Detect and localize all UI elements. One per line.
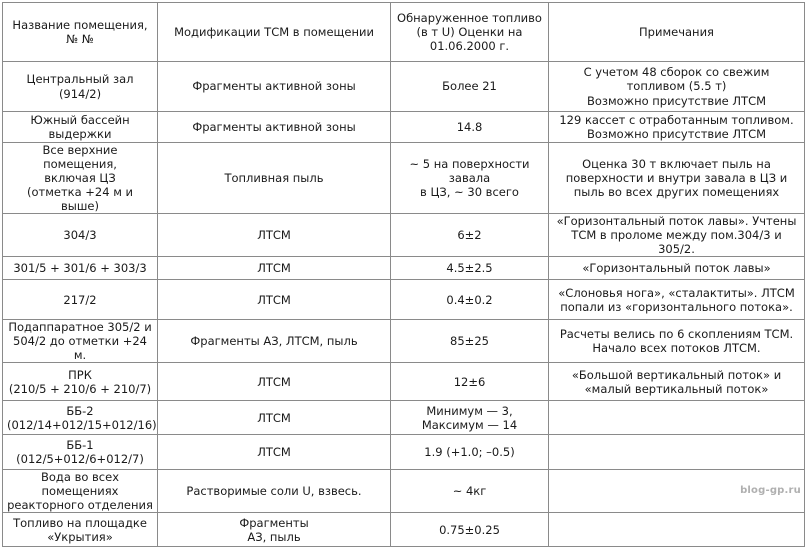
- fuel-cell: [391, 112, 549, 143]
- cell-text-line: ЛТСМ: [257, 445, 291, 460]
- fuel-cell: [391, 470, 549, 513]
- cell-text-line: «Горизонтальный поток лавы». Учтены ТСМ в проломе между пом.304/3 и 305/2.: [556, 214, 797, 257]
- table-row: [3, 435, 805, 470]
- modification-cell: [158, 280, 391, 320]
- room-cell: [3, 257, 158, 280]
- modification-cell: [158, 62, 391, 112]
- modification-cell: [158, 143, 391, 214]
- cell-text-line: Топливная пыль: [224, 171, 324, 186]
- room-cell: [3, 143, 158, 214]
- fuel-cell: [391, 257, 549, 280]
- fuel-cell: [391, 401, 549, 435]
- fuel-cell: [391, 214, 549, 257]
- modification-cell: [158, 435, 391, 470]
- cell-text-line: Подаппаратное 305/2 и: [8, 320, 152, 335]
- header-modification: Модификации ТСМ в помещении: [158, 3, 391, 62]
- header-fuel: Обнаруженное топливо (в т U) Оценки на 01.06.2000 г.: [391, 3, 549, 62]
- modification-cell: [158, 401, 391, 435]
- cell-text-line: Фрагменты АЗ, ЛТСМ, пыль: [190, 334, 358, 349]
- cell-text-line: 0.4±0.2: [446, 292, 493, 307]
- notes-cell: [549, 401, 805, 435]
- table-row: [3, 143, 805, 214]
- cell-text-line: ЛТСМ: [257, 292, 291, 307]
- cell-text-line: ББ-2: [66, 403, 94, 418]
- cell-text-line: С учетом 48 сборок со свежим топливом (5.5 т): [583, 65, 770, 94]
- cell-text-line: ~ 5 на поверхности завала: [409, 157, 530, 186]
- cell-text-line: ЛТСМ: [257, 374, 291, 389]
- cell-text-line: ~ 4кг: [452, 484, 487, 499]
- cell-text-line: Южный бассейн выдержки: [30, 112, 130, 141]
- room-cell: [3, 62, 158, 112]
- fuel-table: [2, 2, 805, 547]
- watermark: blog-gp.ru: [740, 485, 801, 496]
- notes-cell: [549, 214, 805, 257]
- header-room: Название помещения, № №: [3, 3, 158, 62]
- cell-text-line: Фрагменты активной зоны: [192, 79, 356, 94]
- room-cell: [3, 214, 158, 257]
- cell-text-line: в ЦЗ, ~ 30 всего: [420, 185, 519, 200]
- notes-cell: [549, 62, 805, 112]
- cell-text-line: Центральный зал (914/2): [26, 72, 134, 101]
- cell-text-line: Возможно присутствие ЛТСМ: [586, 127, 767, 141]
- cell-text-line: «Горизонтальный поток лавы»: [582, 261, 771, 276]
- modification-cell: [158, 112, 391, 143]
- cell-text-line: Фрагменты: [239, 515, 309, 530]
- fuel-cell: [391, 320, 549, 363]
- cell-text-line: Вода во всех помещениях: [40, 470, 120, 499]
- fuel-cell: [391, 363, 549, 401]
- table-row: [3, 257, 805, 280]
- room-cell: [3, 320, 158, 363]
- cell-text-line: 217/2: [63, 292, 97, 307]
- cell-text-line: Более 21: [442, 79, 497, 94]
- cell-text-line: 1.9 (+1.0; –0.5): [424, 445, 515, 460]
- cell-text-line: 129 кассет с отработанным топливом.: [559, 112, 794, 127]
- fuel-cell: [391, 143, 549, 214]
- modification-cell: [158, 320, 391, 363]
- fuel-cell: [391, 280, 549, 320]
- table-row: [3, 470, 805, 513]
- table-body: [3, 3, 805, 547]
- cell-text-line: Оценка 30 т включает пыль на поверхности и внутри завала в ЦЗ и пыль во всех других помещениях: [565, 157, 788, 200]
- header-notes: Примечания: [549, 3, 805, 62]
- notes-cell: [549, 363, 805, 401]
- notes-cell: [549, 280, 805, 320]
- cell-text-line: «Укрытия»: [47, 529, 113, 544]
- notes-cell: [549, 143, 805, 214]
- notes-cell: [549, 112, 805, 143]
- cell-text-line: Возможно присутствие ЛТСМ: [586, 93, 767, 108]
- cell-text-line: (012/5+012/6+012/7): [16, 452, 144, 467]
- cell-text-line: 301/5 + 301/6 + 303/3: [13, 261, 147, 276]
- room-cell: [3, 280, 158, 320]
- cell-text-line: Минимум — 3,: [426, 403, 513, 418]
- modification-cell: [158, 214, 391, 257]
- cell-text-line: 85±25: [450, 334, 489, 349]
- table-row: [3, 320, 805, 363]
- cell-text-line: ПРК: [68, 367, 92, 382]
- cell-text-line: (отметка +24 м и выше): [26, 185, 134, 214]
- cell-text-line: (012/14+012/15+012/16): [7, 417, 157, 432]
- notes-cell: [549, 320, 805, 363]
- cell-text-line: АЗ, пыль: [247, 529, 301, 544]
- table-row: [3, 401, 805, 435]
- room-cell: [3, 470, 158, 513]
- fuel-cell: [391, 435, 549, 470]
- table-row: [3, 363, 805, 401]
- notes-cell: [549, 513, 805, 547]
- cell-text-line: 504/2 до отметки +24 м.: [13, 334, 147, 363]
- notes-cell: [549, 435, 805, 470]
- table-row: [3, 62, 805, 112]
- cell-text-line: 14.8: [456, 119, 483, 134]
- cell-text-line: ЛТСМ: [257, 261, 291, 276]
- cell-text-line: Начало всех потоков ЛТСМ.: [592, 341, 761, 356]
- cell-text-line: 12±6: [453, 374, 486, 389]
- cell-text-line: ЛТСМ: [257, 228, 291, 243]
- room-cell: [3, 401, 158, 435]
- room-cell: [3, 112, 158, 143]
- cell-text-line: 304/3: [63, 228, 97, 243]
- cell-text-line: ЛТСМ: [257, 410, 291, 425]
- table-row: [3, 214, 805, 257]
- cell-text-line: Максимум — 14: [421, 417, 518, 432]
- cell-text-line: (210/5 + 210/6 + 210/7): [8, 381, 152, 396]
- cell-text-line: «Большой вертикальный поток» и «малый вертикальный поток»: [571, 367, 782, 396]
- table-row: [3, 112, 805, 143]
- modification-cell: [158, 363, 391, 401]
- room-cell: [3, 363, 158, 401]
- fuel-cell: [391, 62, 549, 112]
- cell-text-line: попали из «горизонтального потока».: [560, 299, 793, 314]
- notes-cell: [549, 257, 805, 280]
- modification-cell: [158, 470, 391, 513]
- cell-text-line: Топливо на площадке: [13, 515, 147, 530]
- modification-cell: [158, 513, 391, 547]
- cell-text-line: Фрагменты активной зоны: [192, 119, 356, 134]
- cell-text-line: Растворимые соли U, взвесь.: [186, 484, 362, 499]
- modification-cell: [158, 257, 391, 280]
- table-row: [3, 280, 805, 320]
- cell-text-line: 0.75±0.25: [439, 522, 500, 537]
- room-cell: [3, 513, 158, 547]
- cell-text-line: Расчеты велись по 6 скоплениям ТСМ.: [559, 327, 794, 342]
- cell-text-line: 6±2: [457, 228, 482, 243]
- table-row: [3, 513, 805, 547]
- fuel-cell: [391, 513, 549, 547]
- cell-text-line: «Слоновья нога», «сталактиты». ЛТСМ: [558, 285, 795, 300]
- header-row: [3, 3, 805, 62]
- cell-text-line: Все верхние помещения,: [42, 143, 118, 172]
- cell-text-line: реакторного отделения: [7, 498, 153, 513]
- cell-text-line: 4.5±2.5: [446, 261, 493, 276]
- cell-text-line: ББ-1: [66, 438, 94, 453]
- room-cell: [3, 435, 158, 470]
- cell-text-line: включая ЦЗ: [44, 171, 116, 186]
